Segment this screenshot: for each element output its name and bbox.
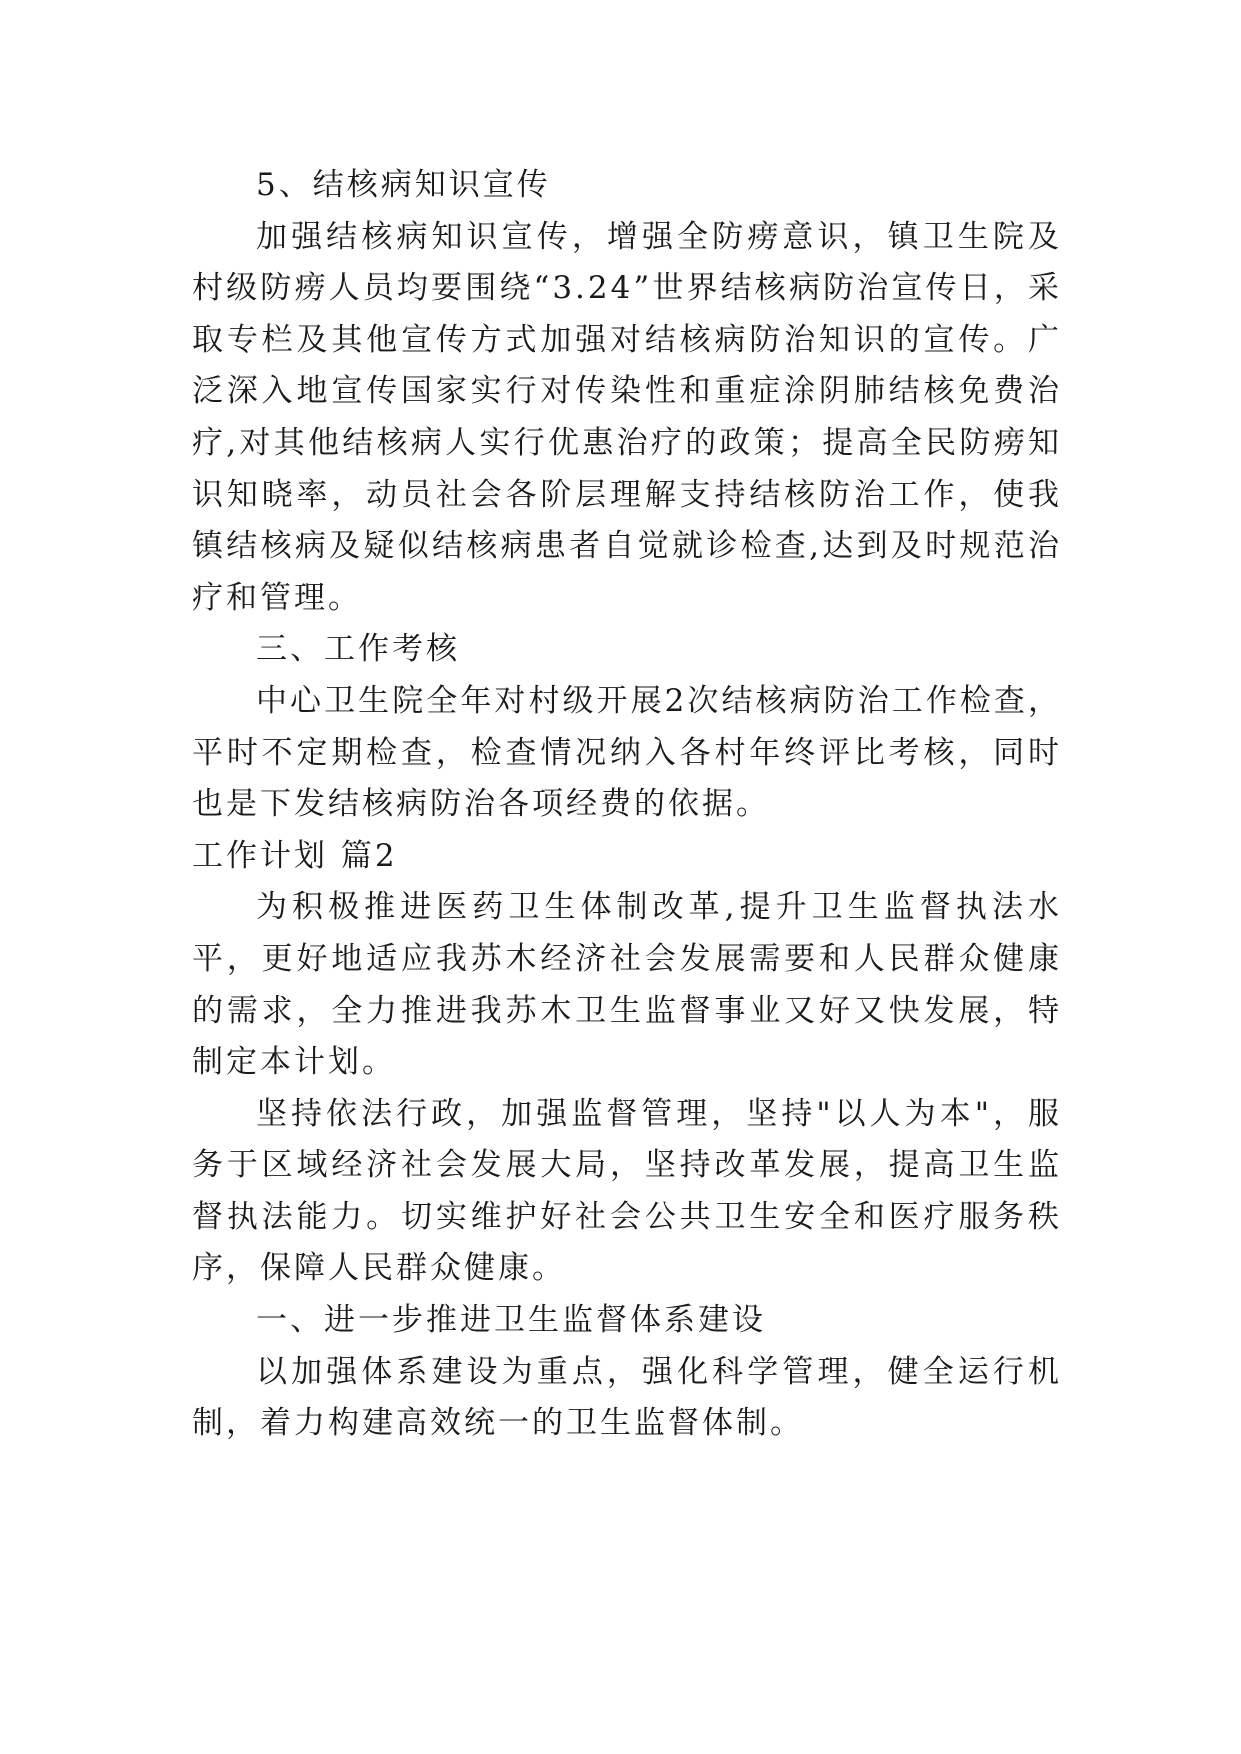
body-paragraph: 中心卫生院全年对村级开展2次结核病防治工作检查，平时不定期检查，检查情况纳入各村年终评比考核，同时也是下发结核病防治各项经费的依据。 bbox=[192, 682, 1062, 823]
article-title: 工作计划 篇2 bbox=[192, 837, 398, 874]
body-paragraph: 以加强体系建设为重点，强化科学管理，健全运行机制，着力构建高效统一的卫生监督体制。 bbox=[192, 1353, 1062, 1442]
body-paragraph: 坚持依法行政，加强监督管理，坚持"以人为本"，服务于区域经济社会发展大局，坚持改革发展，提高卫生监督执法能力。切实维护好社会公共卫生安全和医疗服务秩序，保障人民群众健康。 bbox=[192, 1095, 1062, 1287]
section-heading-tb-publicity: 5、结核病知识宣传 bbox=[256, 167, 551, 203]
section-heading-work-assessment: 三、工作考核 bbox=[256, 631, 460, 668]
document-body bbox=[192, 160, 1062, 1450]
section-heading-supervision-system: 一、进一步推进卫生监督体系建设 bbox=[256, 1302, 766, 1339]
body-paragraph: 为积极推进医药卫生体制改革,提升卫生监督执法水平，更好地适应我苏木经济社会发展需要和人民群众健康的需求，全力推进我苏木卫生监督事业又好又快发展，特制定本计划。 bbox=[192, 889, 1062, 1081]
body-paragraph: 加强结核病知识宣传，增强全防痨意识，镇卫生院及村级防痨人员均要围绕“3.24”世界结核病防治宣传日，采取专栏及其他宣传方式加强对结核病防治知识的宣传。广泛深入地宣传国家实行对传染性和重症涂阴肺结核免费治疗,对其他结核病人实行优惠治疗的政策；提高全民防痨知识知晓率，动员社会各阶层理解支持结核防治工作，使我镇结核病及疑似结核病患者自觉就诊检查,达到及时规范治疗和管理。 bbox=[192, 218, 1062, 616]
